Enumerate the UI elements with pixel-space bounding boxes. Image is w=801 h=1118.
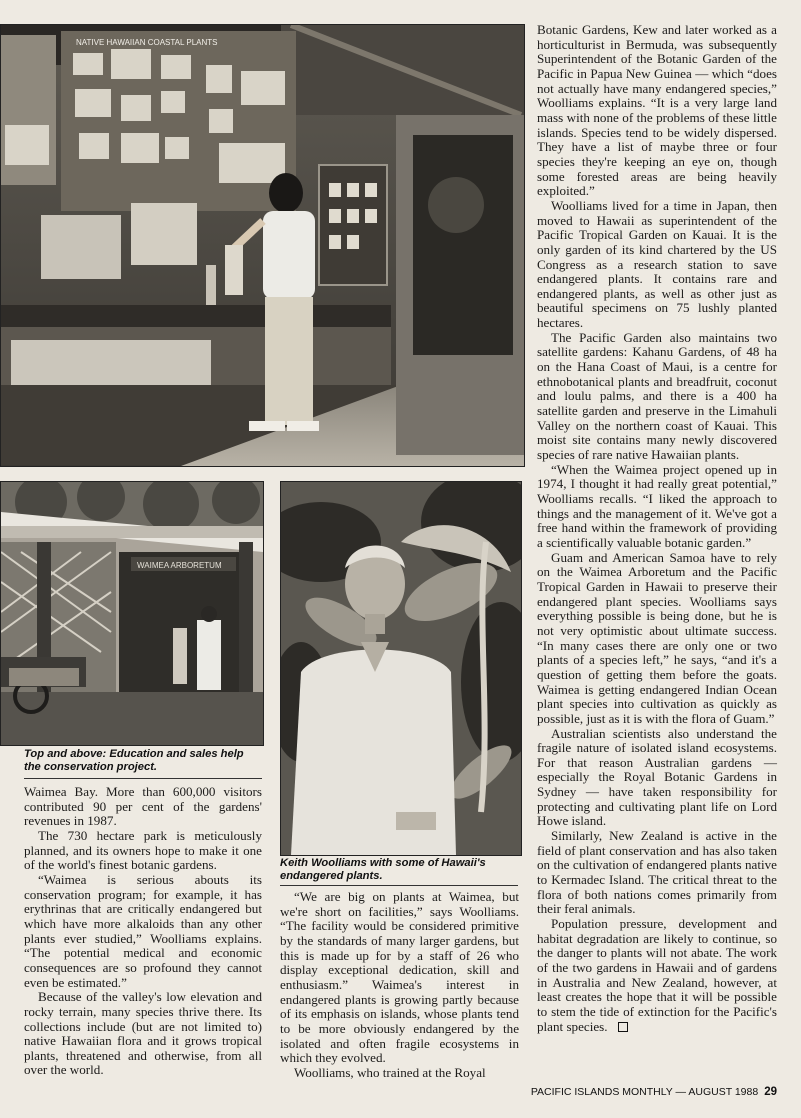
caption-rule-left: [24, 778, 262, 779]
photo-arboretum-sales: [0, 481, 264, 746]
photo-keith-woolliams-image: [281, 482, 521, 855]
paragraph: “When the Waimea project opened up in 1974, I thought it had really great potential,” Woolliams recalls. “I liked the approach to things and the management of it. We've got a free hand within the framework of providing a scientifically valuable botanic garden.”: [537, 461, 777, 550]
article-column-right: [537, 23, 777, 1034]
arboretum-sign: WAIMEA ARBORETUM: [137, 561, 222, 570]
paragraph-final-text: Population pressure, development and habitat degradation are likely to continue, so the danger to plants will not abate. The work of the two gardens in Hawaii and of gardens in Australia and New Zealand, however, at least creates the hope that it will be possible to stem the tide of extinction for the Pacific's plant species.: [537, 916, 777, 1034]
paragraph: Botanic Gardens, Kew and later worked as a horticulturist in Bermuda, was subsequently Superintendent of the Botanic Garden of the Pacific in Papua New Guinea — which “does not actually have many endangered species,” Woolliams explains. “It is a very large land mass with none of the problems of these little islands. Species tend to be widely dispersed. They have a list of maybe three or four species they're keeping an eye on, though some forested areas are being heavily exploited.”: [537, 22, 777, 199]
publication-line: PACIFIC ISLANDS MONTHLY — AUGUST 1988: [530, 1086, 759, 1098]
article-column-left: [24, 785, 262, 1078]
paragraph: Waimea Bay. More than 600,000 visitors contributed 90 per cent of the gardens' revenues in 1987.: [24, 784, 262, 829]
end-mark-icon: [618, 1022, 628, 1032]
paragraph: Australian scientists also understand the fragile nature of isolated island ecosystems. For that reason Australian gardens — especially the Royal Botanic Gardens in Sydney — have taken responsibility for protecting and cultivating plant life on Lord Howe island.: [537, 725, 777, 829]
photo-arboretum-sales-image: [1, 482, 263, 745]
paragraph: “Waimea is serious abouts its conservation program; for example, it has erythrinas that are critically endangered but which have more alkaloids than any other plants ever studied,” Woolliams explains. “The potential medical and economic consequences are so profound they cannot even be estimated.”: [24, 871, 262, 990]
caption-keith-woolliams: Keith Woolliams with some of Hawaii's endangered plants.: [280, 857, 486, 882]
paragraph: “We are big on plants at Waimea, but we're short on facilities,” says Woolliams. “The facility would be considered primitive by the standards of many larger gardens, but this is made up for by a staff of 26 who display exceptional dedication, skill and enthusiasm.” Waimea's interest in endangered plants is growing partly because of its emphasis on islands, whose plants tend to be more obviously endangered by the isolated and often fragile ecosystems in which they evolved.: [280, 889, 519, 1066]
paragraph: Woolliams, who trained at the Royal: [294, 1064, 486, 1080]
paragraph: Similarly, New Zealand is active in the field of plant conservation and has also taken on the cultivation of endangered plants native to Kermadec Island. The critical threat to the flora of both nations comes primarily from their feral animals.: [537, 828, 777, 917]
photo-education-display-image: [1, 25, 524, 466]
photo-keith-woolliams: [280, 481, 522, 856]
caption-education-sales: Top and above: Education and sales help the conservation project.: [24, 748, 244, 773]
paragraph: The Pacific Garden also maintains two satellite gardens: Kahanu Gardens, of 48 ha on the Hana Coast of Maui, is a centre for ethnobotanical plants and breadfruit, coconut and loulu palms, and there is a 400 ha satellite garden and preserve in the Limahuli Valley on the northern coast of Kauai. This moist site contains many newly discovered species of rare native Hawaiian plants.: [537, 329, 777, 463]
paragraph: Guam and American Samoa have to rely on the Waimea Arboretum and the Pacific Tropical Garden in Hawaii to preserve their endangered plant species. Woolliams says everything possible is being done, but he is not very optimistic about ultimate success. “In many cases there are only one or two plants of a species left,” he says, “and it's a question of getting them before the goats. Waimea is getting endangered Indian Ocean plant species into cultivation as quickly as possible, just as it is with the flora of Guam.”: [537, 549, 777, 726]
display-board-sign: NATIVE HAWAIIAN COASTAL PLANTS: [76, 38, 218, 47]
caption-rule-right: [280, 885, 518, 886]
paragraph-final: [537, 917, 777, 1034]
photo-education-display: [0, 24, 525, 467]
paragraph: The 730 hectare park is meticulously planned, and its owners hope to make it one of the world's finest botanic gardens.: [24, 827, 262, 873]
page-number: 29: [764, 1086, 777, 1098]
paragraph: Woolliams lived for a time in Japan, then moved to Hawaii as superintendent of the Pacific Tropical Garden on Kauai. It is the only garden of its kind chartered by the US Congress as a research station to save endangered plants. It contains rare and endangered plants, as well as other just as beautiful specimens on 75 lushly planted hectares.: [537, 197, 777, 331]
article-column-middle: [280, 890, 519, 1081]
paragraph: Because of the valley's low elevation and rocky terrain, many species thrive there. Its collections include (but are not limited to) native Hawaiian flora and it grows tropical plants, threatened and otherwise, from all over the world.: [24, 989, 262, 1078]
page-footer: [531, 1086, 777, 1098]
